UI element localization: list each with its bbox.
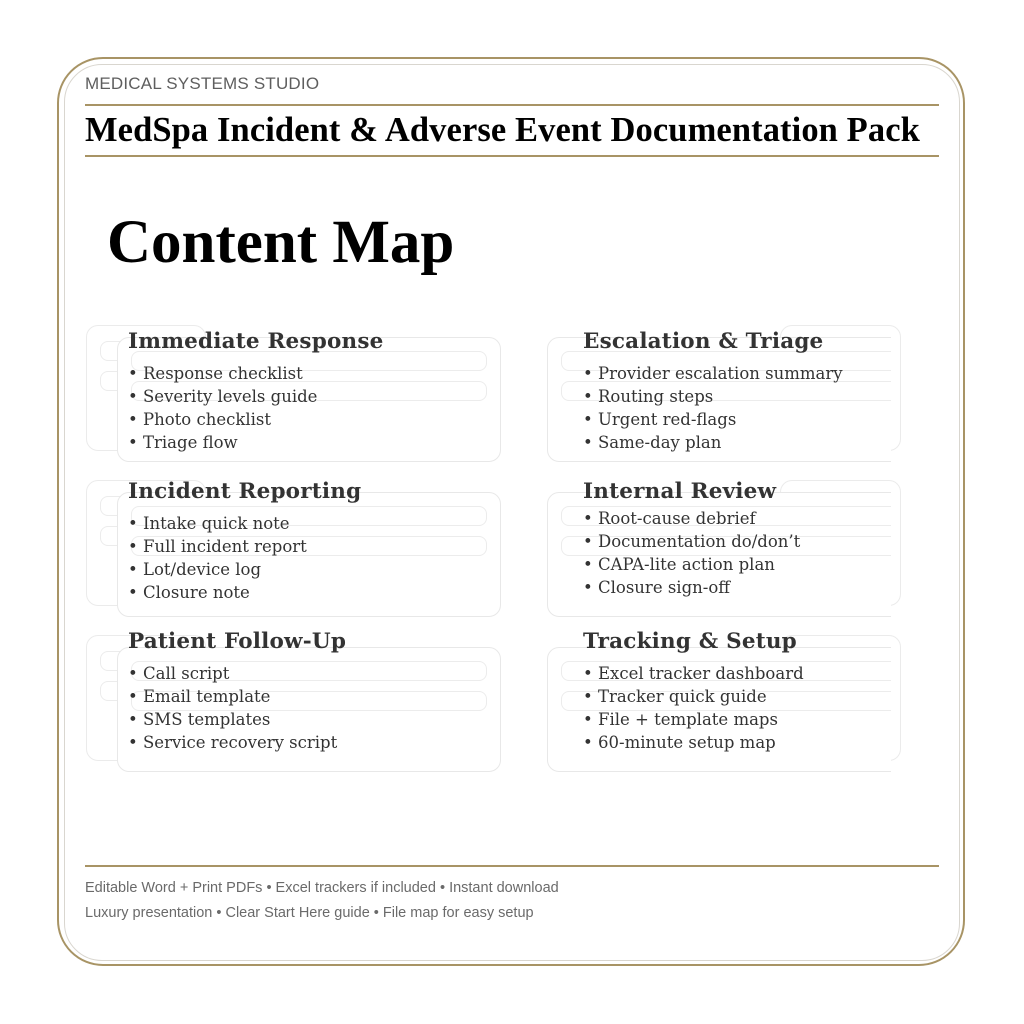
list-item: • Full incident report (128, 537, 307, 556)
list-item: • Response checklist (128, 364, 303, 383)
footer-features-line-1: Editable Word + Print PDFs • Excel trackers if included • Instant download (85, 880, 559, 896)
list-item: • Same-day plan (583, 433, 722, 452)
list-item: • Provider escalation summary (583, 364, 843, 383)
list-item: • Documentation do/don’t (583, 532, 801, 551)
footer-features-line-2: Luxury presentation • Clear Start Here guide • File map for easy setup (85, 905, 534, 921)
list-item: • Tracker quick guide (583, 687, 767, 706)
document-title: MedSpa Incident & Adverse Event Documentation Pack (85, 111, 920, 149)
list-item: • Intake quick note (128, 514, 290, 533)
card-item-list (128, 362, 317, 454)
list-item: • CAPA-lite action plan (583, 555, 775, 574)
list-item: • Excel tracker dashboard (583, 664, 804, 683)
brand-label: MEDICAL SYSTEMS STUDIO (85, 74, 320, 93)
list-item: • Triage flow (128, 433, 238, 452)
footer-divider (85, 865, 939, 867)
list-item: • 60-minute setup map (583, 733, 776, 752)
card-item-list (128, 512, 307, 604)
card-heading: Immediate Response (128, 329, 384, 354)
list-item: • Service recovery script (128, 733, 338, 752)
card-item-list (583, 362, 843, 454)
list-item: • Urgent red-flags (583, 410, 737, 429)
list-item: • SMS templates (128, 710, 271, 729)
list-item: • Photo checklist (128, 410, 271, 429)
list-item: • Email template (128, 687, 271, 706)
section-title: Content Map (107, 209, 455, 276)
card-heading: Escalation & Triage (583, 329, 824, 354)
card-heading: Patient Follow-Up (128, 629, 347, 654)
list-item: • Call script (128, 664, 230, 683)
card-item-list (583, 662, 804, 754)
header-divider-top (85, 104, 939, 106)
card-item-list (128, 662, 337, 754)
card-heading: Incident Reporting (128, 479, 362, 504)
card-item-list (583, 507, 800, 599)
list-item: • Severity levels guide (128, 387, 318, 406)
header-divider-bottom (85, 155, 939, 157)
list-item: • Lot/device log (128, 560, 262, 579)
card-heading: Internal Review (583, 479, 777, 504)
card-heading: Tracking & Setup (583, 629, 797, 654)
list-item: • Closure note (128, 583, 250, 602)
list-item: • Routing steps (583, 387, 714, 406)
list-item: • Closure sign-off (583, 578, 730, 597)
list-item: • Root-cause debrief (583, 509, 756, 528)
list-item: • File + template maps (583, 710, 778, 729)
